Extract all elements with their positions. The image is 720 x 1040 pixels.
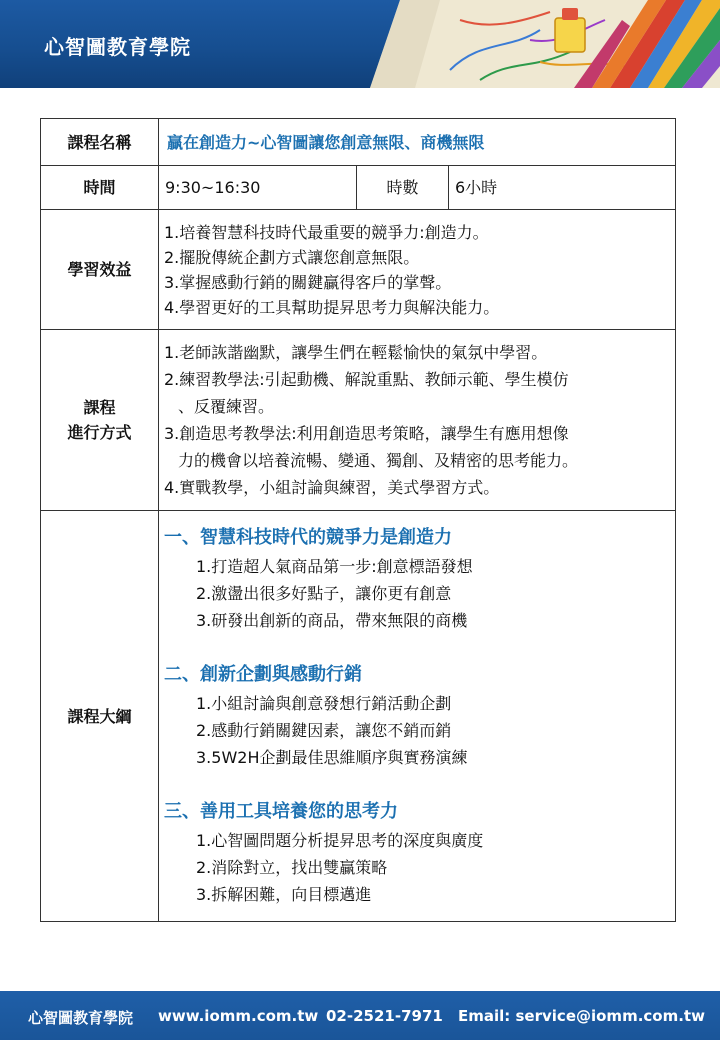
row-course-name — [41, 119, 676, 166]
hours-value: 6小時 — [449, 166, 676, 210]
header-title: 心智圖教育學院 — [44, 35, 191, 59]
row-time — [41, 166, 676, 210]
course-name-value: 贏在創造力~心智圖讓您創意無限、商機無限 — [159, 119, 676, 166]
row-benefits — [41, 210, 676, 330]
time-value: 9:30~16:30 — [159, 166, 357, 210]
benefit-item: 3.掌握感動行銷的關鍵贏得客戶的掌聲。 — [164, 272, 452, 292]
method-item: 2.練習教學法:引起動機、解說重點、教師示範、學生模仿 — [164, 370, 569, 389]
outline-section-item: 2.激盪出很多好點子，讓你更有創意 — [196, 583, 452, 603]
mindmap-pencils-illustration — [330, 0, 720, 88]
footer-org: 心智圖教育學院 — [28, 1009, 134, 1027]
benefits-list — [159, 210, 676, 330]
methods-label-line-1: 課程 — [83, 398, 116, 417]
methods-list — [159, 330, 676, 511]
outline-section-heading: 三、善用工具培養您的思考力 — [164, 800, 398, 822]
course-info-table — [40, 118, 676, 922]
footer-email-link[interactable]: Email: service@iomm.com.tw — [458, 1007, 705, 1025]
footer-phone: 02-2521-7971 — [326, 1007, 443, 1025]
course-name-label: 課程名稱 — [41, 119, 159, 166]
outline-section-item: 3.研發出創新的商品，帶來無限的商機 — [196, 610, 468, 630]
method-item: 1.老師詼諧幽默，讓學生們在輕鬆愉快的氣氛中學習。 — [164, 343, 548, 362]
row-outline — [41, 511, 676, 922]
time-label: 時間 — [41, 166, 159, 210]
outline-section-item: 3.拆解困難，向目標邁進 — [196, 884, 372, 904]
method-item-continued: 、反覆練習。 — [178, 397, 275, 416]
benefit-item: 4.學習更好的工具幫助提昇思考力與解決能力。 — [164, 297, 500, 317]
benefits-label: 學習效益 — [41, 210, 159, 330]
outline-section-item: 1.心智圖問題分析提昇思考的深度與廣度 — [196, 830, 484, 850]
methods-label-line-2: 進行方式 — [67, 423, 132, 442]
benefit-item: 2.擺脫傳統企劃方式讓您創意無限。 — [164, 247, 420, 267]
header-banner — [0, 0, 720, 88]
method-item-continued: 力的機會以培養流暢、變通、獨創、及精密的思考能力。 — [178, 451, 579, 470]
outline-content — [159, 511, 676, 922]
row-methods — [41, 330, 676, 511]
outline-section-heading: 二、創新企劃與感動行銷 — [164, 663, 362, 685]
outline-spacer — [164, 771, 671, 797]
outline-section-item: 1.小組討論與創意發想行銷活動企劃 — [196, 693, 452, 713]
outline-section-item: 2.感動行銷關鍵因素，讓您不銷而銷 — [196, 720, 452, 740]
outline-section-item: 3.5W2H企劃最佳思維順序與實務演練 — [196, 747, 468, 767]
footer-bar — [0, 991, 720, 1040]
method-item: 3.創造思考教學法:利用創造思考策略，讓學生有應用想像 — [164, 424, 569, 443]
outline-section-item: 1.打造超人氣商品第一步:創意標語發想 — [196, 556, 473, 576]
hours-label: 時數 — [357, 166, 449, 210]
methods-label — [41, 330, 159, 511]
method-item: 4.實戰教學，小組討論與練習，美式學習方式。 — [164, 478, 500, 497]
outline-spacer — [164, 634, 671, 660]
outline-section-item: 2.消除對立，找出雙贏策略 — [196, 857, 388, 877]
outline-label: 課程大綱 — [41, 511, 159, 922]
outline-section-heading: 一、智慧科技時代的競爭力是創造力 — [164, 526, 452, 548]
benefit-item: 1.培養智慧科技時代最重要的競爭力:創造力。 — [164, 222, 489, 242]
footer-website-link[interactable]: www.iomm.com.tw — [158, 1007, 319, 1025]
